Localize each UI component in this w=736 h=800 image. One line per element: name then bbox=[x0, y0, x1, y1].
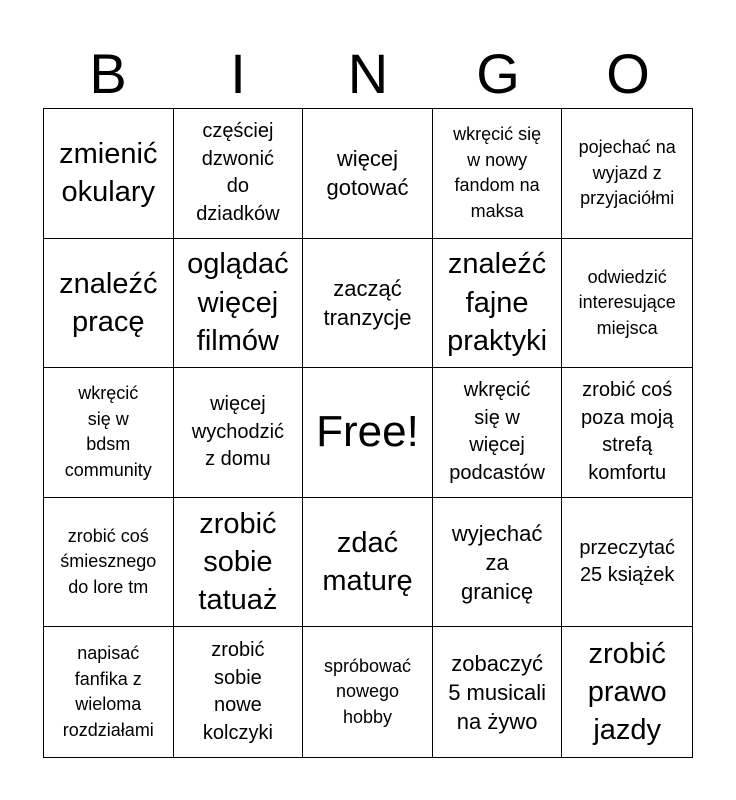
cell-text: napisać fanfika z wieloma rozdziałami bbox=[62, 643, 154, 740]
cell-text: Free! bbox=[316, 407, 419, 457]
header-letter-o: O bbox=[606, 42, 650, 105]
bingo-cell[interactable] bbox=[562, 239, 692, 369]
bingo-cell[interactable] bbox=[303, 498, 433, 628]
cell-text: częściej dzwonić do dziadków bbox=[196, 120, 280, 225]
cell-text: zrobić coś śmiesznego do lore tm bbox=[60, 525, 157, 597]
bingo-board bbox=[43, 108, 693, 758]
cell-text: zrobić coś poza moją strefą komfortu bbox=[581, 379, 674, 485]
cell-text: przeczytać 25 książek bbox=[579, 536, 675, 587]
cell-text: spróbować nowego hobby bbox=[323, 655, 412, 727]
bingo-cell[interactable] bbox=[174, 627, 304, 757]
bingo-cell[interactable] bbox=[303, 109, 433, 239]
cell-text: więcej wychodzić z domu bbox=[191, 393, 285, 471]
cell-text: zacząć tranzycje bbox=[323, 275, 412, 330]
bingo-cell[interactable] bbox=[174, 109, 304, 239]
cell-text: zdać maturę bbox=[322, 526, 413, 598]
cell-text: zobaczyć 5 musicali na żywo bbox=[448, 650, 546, 734]
header-letter-n: N bbox=[347, 42, 389, 105]
cell-text: wkręcić się w nowy fandom na maksa bbox=[453, 124, 542, 221]
bingo-cell[interactable] bbox=[174, 498, 304, 628]
bingo-cell[interactable] bbox=[303, 627, 433, 757]
bingo-cell[interactable] bbox=[562, 368, 692, 498]
cell-text: zrobić sobie nowe kolczyki bbox=[202, 639, 273, 744]
bingo-cell[interactable] bbox=[303, 239, 433, 369]
cell-text: oglądać więcej filmów bbox=[187, 248, 289, 358]
cell-text: znaleźć fajne praktyki bbox=[447, 248, 548, 358]
cell-text: wkręcić się w więcej podcastów bbox=[449, 379, 545, 485]
bingo-cell[interactable] bbox=[174, 239, 304, 369]
bingo-cell[interactable] bbox=[44, 239, 174, 369]
cell-text: odwiedzić interesujące miejsca bbox=[578, 266, 676, 338]
bingo-header bbox=[43, 40, 693, 108]
cell-text: wyjechać za granicę bbox=[451, 520, 543, 604]
free-space-cell[interactable] bbox=[303, 368, 433, 498]
bingo-cell[interactable] bbox=[44, 498, 174, 628]
header-letter-g: G bbox=[476, 42, 520, 105]
bingo-cell[interactable] bbox=[562, 627, 692, 757]
bingo-cell[interactable] bbox=[433, 239, 563, 369]
bingo-cell[interactable] bbox=[44, 109, 174, 239]
bingo-cell[interactable] bbox=[433, 627, 563, 757]
bingo-cell[interactable] bbox=[44, 627, 174, 757]
cell-text: znaleźć pracę bbox=[59, 267, 158, 338]
cell-text: pojechać na wyjazd z przyjaciółmi bbox=[578, 136, 676, 209]
cell-text: zrobić prawo jazdy bbox=[587, 637, 667, 747]
bingo-cell[interactable] bbox=[433, 498, 563, 628]
cell-text: wkręcić się w bdsm community bbox=[64, 383, 152, 481]
bingo-cell[interactable] bbox=[44, 368, 174, 498]
bingo-cell[interactable] bbox=[433, 368, 563, 498]
bingo-cell[interactable] bbox=[433, 109, 563, 239]
bingo-cell[interactable] bbox=[174, 368, 304, 498]
header-letter-i: I bbox=[230, 42, 246, 105]
header-letter-b: B bbox=[89, 42, 127, 105]
cell-text: zrobić sobie tatuaż bbox=[198, 507, 278, 617]
bingo-cell[interactable] bbox=[562, 498, 692, 628]
cell-text: zmienić okulary bbox=[59, 138, 158, 209]
cell-text: więcej gotować bbox=[326, 146, 409, 201]
bingo-cell[interactable] bbox=[562, 109, 692, 239]
